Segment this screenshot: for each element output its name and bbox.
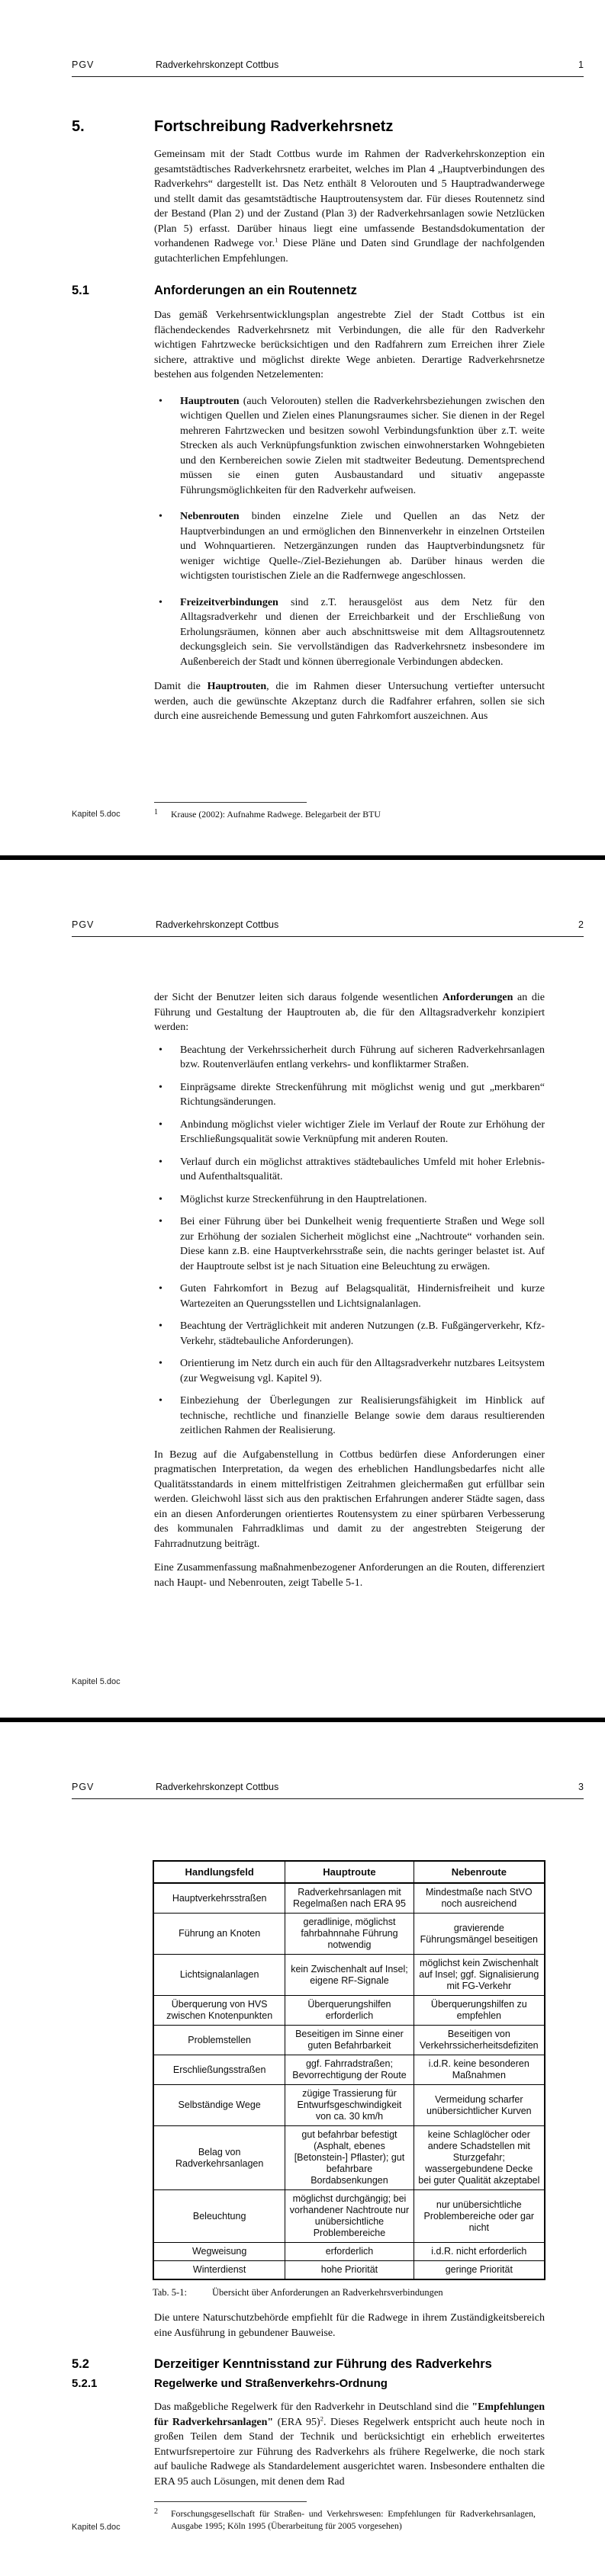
footnote	[154, 2507, 536, 2532]
table-cell: Überquerungshilfen zu empfehlen	[414, 1996, 545, 2026]
text-run: . Dieses Regelwerk entspricht auch heute noch in großen Teilen dem Stand der Technik und berücksichtigt ein erheblich erweitertes Entwurfsrepertoire zur Führung des Radverkehrs als frühere Regelwerke, die noch stark auf bauliche Radwege als Standardelement ausgerichtet waren. Insbesondere enthalten die ERA 95 auch Lösungen, mit denen dem Rad	[154, 2416, 545, 2488]
page-header	[72, 59, 584, 70]
text-run: Beachtung der Verträglichkeit mit anderen Nutzungen (z.B. Fußgängerverkehr, Kfz-Verkehr, städtebauliche Anforderungen).	[180, 1320, 545, 1347]
page-header	[72, 1782, 584, 1792]
page-number: 2	[578, 919, 584, 930]
caption-text: Übersicht über Anforderungen an Radverkehrsverbindungen	[212, 2287, 443, 2298]
paragraph	[154, 308, 545, 383]
table-cell: möglichst durchgängig; bei vorhandener Nachtroute nur unübersichtliche Problembereiche	[285, 2190, 414, 2243]
section-number: 5.2	[72, 2357, 89, 2371]
section-title: Derzeitiger Kenntnisstand zur Führung des Radverkehrs	[154, 2357, 492, 2371]
header-title: Radverkehrskonzept Cottbus	[156, 919, 279, 930]
paragraph	[154, 990, 545, 1035]
requirements-table	[153, 1860, 545, 2280]
table-row	[153, 1883, 545, 1914]
list-item	[154, 394, 545, 499]
text-run: an die Führung und Gestaltung der Hauptrouten ab, die für den Alltagsradverkehr konzipiert werden:	[154, 992, 545, 1033]
table-cell: Überquerung von HVS zwischen Knotenpunkten	[153, 1996, 285, 2026]
table-cell: gut befahrbar befestigt (Asphalt, ebenes [Betonstein-] Pflaster); gut befahrbare Bordabsenkungen	[285, 2126, 414, 2190]
list-item	[154, 509, 545, 584]
text-run: Die untere Naturschutzbehörde empfiehlt für die Radwege in ihrem Zuständigkeitsbereich eine Ausführung in gebundener Bauweise.	[154, 2312, 545, 2339]
document-page-3	[0, 1722, 605, 2576]
text-run: Einprägsame direkte Streckenführung mit möglichst wenig und gut „merkbaren“ Richtungsänderungen.	[180, 1081, 545, 1108]
paragraph	[154, 679, 545, 724]
footnote-separator	[154, 2501, 307, 2502]
table-cell: erforderlich	[285, 2243, 414, 2261]
table-row	[153, 2261, 545, 2280]
bold-text: Anforderungen	[442, 992, 513, 1003]
section-number: 5.2.1	[72, 2377, 98, 2390]
footnote-number: 1	[154, 808, 158, 816]
text-run: , die im Rahmen dieser Untersuchung vertiefter untersucht werden, auch die gewünschte Akzeptanz durch die Radfahrer erfahren, sollen sie sich durch eine ausreichende Bemessung und guten Fahrkomfort auszeichnen. Aus	[154, 681, 545, 722]
footnote-block	[154, 2501, 536, 2532]
list-item	[154, 1214, 545, 1274]
bullet-list	[154, 394, 545, 670]
text-run: Orientierung im Netz durch ein auch für den Alltagsradverkehr nutzbares Leitsystem (zur Wegweisung vgl. Kapitel 9).	[180, 1358, 545, 1384]
bold-text: Hauptrouten	[180, 395, 240, 407]
paragraph	[154, 2400, 545, 2489]
table-row	[153, 1914, 545, 1955]
text-run: Diese Pläne und Daten sind Grundlage der nachfolgenden gutachterlichen Empfehlungen.	[154, 238, 545, 265]
table-cell: kein Zwischenhalt auf Insel; eigene RF-Signale	[285, 1955, 414, 1996]
table-row	[153, 1996, 545, 2026]
table-cell: Beseitigen von Verkehrssicherheitsdefiziten	[414, 2026, 545, 2055]
section-heading-5-1	[72, 284, 584, 298]
list-item	[154, 1043, 545, 1073]
section-title: Anforderungen an ein Routennetz	[154, 284, 357, 297]
text-run: binden einzelne Ziele und Quellen an das Netz der Hauptverbindungen an und ermöglichen den Binnenverkehr in einzelnen Ortsteilen und Wohnquartieren. Netzergänzungen runden das Hauptverbindungsnetz für weniger wichtige Quelle-/Ziel-Beziehungen ab. Darüber hinaus werden die wichtigsten touristischen Ziele an die Radfernwege angeschlossen.	[180, 511, 545, 582]
bold-text: Nebenrouten	[180, 511, 240, 522]
text-run: (ERA 95)	[273, 2416, 320, 2428]
text-run: Möglichst kurze Streckenführung in den Hauptrelationen.	[180, 1193, 427, 1205]
footnote-reference: 2	[320, 2414, 324, 2422]
text-run: Einbeziehung der Überlegungen zur Realisierungsfähigkeit im Hinblick auf technische, rechtliche und finanzielle Belange sowie dem daraus resultierenden zeitlichen Rahmen der Realisierung.	[180, 1395, 545, 1436]
list-item	[154, 1155, 545, 1185]
table-header-cell: Nebenroute	[414, 1861, 545, 1883]
footnote	[154, 808, 536, 820]
header-org: PGV	[72, 59, 95, 70]
header-title: Radverkehrskonzept Cottbus	[156, 59, 279, 70]
bold-text: Freizeitverbindungen	[180, 596, 278, 608]
bold-text: "Empfehlungen für Radverkehrsanlagen"	[154, 2401, 545, 2428]
list-item	[154, 1282, 545, 1311]
table-cell: gravierende Führungsmängel beseitigen	[414, 1914, 545, 1955]
bullet-list	[154, 1043, 545, 1439]
header-org: PGV	[72, 919, 95, 930]
table-header-row	[153, 1861, 545, 1883]
table-row	[153, 1955, 545, 1996]
table-cell: i.d.R. nicht erforderlich	[414, 2243, 545, 2261]
table-cell: i.d.R. keine besonderen Maßnahmen	[414, 2055, 545, 2085]
table-cell: Hauptverkehrsstraßen	[153, 1883, 285, 1914]
text-run: Damit die	[154, 681, 208, 692]
footer-filename: Kapitel 5.doc	[72, 2523, 121, 2532]
list-item	[154, 1356, 545, 1386]
text-run: Gemeinsam mit der Stadt Cottbus wurde im Rahmen der Radverkehrskonzeption ein gesamtstädtisches Radverkehrsnetz erarbeitet, welches im Plan 4 „Hauptverbindungen des Radverkehrs“ dargestellt ist. Das Netz enthält 8 Velorouten und 5 Hauptradwanderwege und stellt damit das gesamtstädtische Hauptroutensystem dar. Für dieses Routennetz sind der Bestand (Plan 2) und der Zustand (Plan 3) der Radverkehrsanlagen sowie Netzlücken (Plan 5) erfasst. Darüber hinaus liegt eine umfassende Bestandsdokumentation der vorhandenen Radwege vor.	[154, 149, 545, 249]
table-cell: Selbständige Wege	[153, 2085, 285, 2126]
bold-text: Hauptrouten	[207, 681, 267, 692]
document-page-2	[0, 860, 605, 1718]
table-cell: Beleuchtung	[153, 2190, 285, 2243]
section-heading-5-2-1	[72, 2377, 584, 2390]
text-run: Verlauf durch ein möglichst attraktives städtebauliches Umfeld mit hoher Erlebnis- und Aufenthaltsqualität.	[180, 1156, 545, 1182]
section-number: 5.1	[72, 284, 89, 297]
table-cell: Vermeidung scharfer unübersichtlicher Kurven	[414, 2085, 545, 2126]
list-item	[154, 1118, 545, 1147]
caption-label: Tab. 5-1:	[153, 2287, 187, 2298]
text-run: Guten Fahrkomfort in Bezug auf Belagsqualität, Hindernisfreiheit und kurze Wartezeiten an Querungsstellen und Lichtsignalanlagen.	[180, 1283, 545, 1310]
table-cell: geradlinige, möglichst fahrbahnnahe Führung notwendig	[285, 1914, 414, 1955]
table-row	[153, 2055, 545, 2085]
footnote-text: Krause (2002): Aufnahme Radwege. Belegarbeit der BTU	[171, 809, 381, 820]
table-header-cell: Hauptroute	[285, 1861, 414, 1883]
table-cell: Beseitigen im Sinne einer guten Befahrbarkeit	[285, 2026, 414, 2055]
table-cell: Überquerungshilfen erforderlich	[285, 1996, 414, 2026]
footer-filename: Kapitel 5.doc	[72, 1677, 121, 1686]
header-title: Radverkehrskonzept Cottbus	[156, 1782, 279, 1792]
table-cell: Wegweisung	[153, 2243, 285, 2261]
section-title: Regelwerke und Straßenverkehrs-Ordnung	[154, 2377, 388, 2390]
table-cell: zügige Trassierung für Entwurfsgeschwindigkeit von ca. 30 km/h	[285, 2085, 414, 2126]
list-item	[154, 1394, 545, 1439]
section-heading-5-2	[72, 2357, 584, 2372]
section-number: 5.	[72, 118, 85, 135]
table-row	[153, 2190, 545, 2243]
table-cell: Problemstellen	[153, 2026, 285, 2055]
table-header-cell: Handlungsfeld	[153, 1861, 285, 1883]
table-cell: geringe Priorität	[414, 2261, 545, 2280]
table-caption	[153, 2287, 584, 2299]
list-item	[154, 1319, 545, 1349]
table-row	[153, 2243, 545, 2261]
footnote-text: Forschungsgesellschaft für Straßen- und Verkehrswesen: Empfehlungen für Radverkehrsanlagen, Ausgabe 1995; Köln 1995 (Überarbeitung für 2005 vorgesehen)	[171, 2508, 536, 2531]
text-run: sind z.T. herausgelöst aus dem Netz für den Alltagsradverkehr und dienen der Erreichbarkeit und der Erschließung von Erholungsräumen, können aber auch abschnittsweise mit dem Alltagsroutennetz deckungsgleich sein. Sie vervollständigen das Radverkehrsnetz insbesondere im Außenbereich der Stadt und können überregionale Verbindungen abdecken.	[180, 596, 545, 668]
table-cell: hohe Priorität	[285, 2261, 414, 2280]
table-cell: Führung an Knoten	[153, 1914, 285, 1955]
table-row	[153, 2126, 545, 2190]
table-cell: möglichst kein Zwischenhalt auf Insel; ggf. Signalisierung mit FG-Verkehr	[414, 1955, 545, 1996]
text-run: Bei einer Führung über bei Dunkelheit wenig frequentierte Straßen und Wege soll zur Erhöhung der sozialen Sicherheit möglichst eine „Nachtroute“ vorhanden sein. Diese kann z.B. eine Hauptverkehrsstraße sein, die nachts geringer belastet ist. Auf der Hauptroute selbst ist je nach Situation eine Beleuchtung zu erwägen.	[180, 1216, 545, 1272]
table-cell: Erschließungsstraßen	[153, 2055, 285, 2085]
table-row	[153, 2026, 545, 2055]
table-cell: Radverkehrsanlagen mit Regelmaßen nach ERA 95	[285, 1883, 414, 1914]
table-cell: ggf. Fahrradstraßen; Bevorrechtigung der Route	[285, 2055, 414, 2085]
footnote-separator	[154, 802, 307, 803]
footnote-reference: 1	[275, 236, 278, 244]
text-run: Das gemäß Verkehrsentwicklungsplan angestrebte Ziel der Stadt Cottbus ist ein flächendeckendes Radverkehrsnetz mit Verbindungen, die alle für den Radverkehr wichtigen Fahrtzwecke berücksichtigen und den Radfahrern zum Erreichen ihrer Ziele sichere, attraktive und möglichst direkte Wege anbieten. Derartige Radverkehrsnetze bestehen aus folgenden Netzelementen:	[154, 310, 545, 380]
table-cell: Mindestmaße nach StVO noch ausreichend	[414, 1883, 545, 1914]
text-run: der Sicht der Benutzer leiten sich daraus folgende wesentlichen	[154, 992, 442, 1003]
text-run: Beachtung der Verkehrssicherheit durch Führung auf sicheren Radverkehrsanlagen bzw. Routenverläufen entlang verkehrs- und konfliktarmer Straßen.	[180, 1044, 545, 1070]
table-cell: Belag von Radverkehrsanlagen	[153, 2126, 285, 2190]
paragraph	[154, 1448, 545, 1552]
table-cell: Winterdienst	[153, 2261, 285, 2280]
footnote-block	[154, 802, 536, 820]
text-run: In Bezug auf die Aufgabenstellung in Cottbus bedürfen diese Anforderungen einer pragmatischen Interpretation, da wegen des erheblichen Handlungsbedarfes nicht alle Qualitätsstandards in einem mittelfristigen Zeitrahmen gleichermaßen gut erfüllbar sein werden. Gleichwohl lässt sich aus den praktischen Erfahrungen anderer Städte sagen, dass ein an diesen Anforderungen orientiertes Routensystem zu einer spürbaren Verbesserung des kommunalen Fahrradklimas und damit zu der angestrebten Steigerung der Fahrradnutzung beiträgt.	[154, 1448, 545, 1550]
paragraph	[154, 1561, 545, 1590]
table-cell: nur unübersichtliche Problembereiche oder gar nicht	[414, 2190, 545, 2243]
text-run: Eine Zusammenfassung maßnahmenbezogener Anforderungen an die Routen, differenziert nach Haupt- und Nebenrouten, zeigt Tabelle 5-1.	[154, 1562, 545, 1589]
paragraph	[154, 2311, 545, 2340]
table-cell: keine Schlaglöcher oder andere Schadstellen mit Sturzgefahr; wassergebundene Decke bei guter Qualität akzeptabel	[414, 2126, 545, 2190]
footer-filename: Kapitel 5.doc	[72, 810, 121, 819]
text-run: Das maßgebliche Regelwerk für den Radverkehr in Deutschland sind die	[154, 2401, 472, 2413]
paragraph	[154, 147, 545, 266]
page-header	[72, 919, 584, 930]
list-item	[154, 595, 545, 670]
page-number: 3	[578, 1782, 584, 1792]
section-heading-5	[72, 118, 584, 136]
text-run: Anbindung möglichst vieler wichtiger Ziele im Verlauf der Route zur Erhöhung der Erschließungsqualität sowie Verknüpfung mit anderen Routen.	[180, 1118, 545, 1145]
page-number: 1	[578, 59, 584, 70]
list-item	[154, 1080, 545, 1110]
header-org: PGV	[72, 1782, 95, 1792]
text-run: (auch Velorouten) stellen die Radverkehrsbeziehungen zwischen den wichtigen Quellen und Zielen eines Planungsraumes sicher. Sie dienen in der Regel mehreren Fahrtzwecken und besitzen sowohl Verbindungsfunktion über z.T. weite Strecken als auch Verknüpfungsfunktion zwischen einwohnerstarken Wohngebieten und den Kernbereichen sowie Zielen mit stadtweiter Bedeutung. Dementsprechend müssen sie einen guten Ausbaustandard und situativ angepasste Führungsmöglichkeiten für den Radverkehr aufweisen.	[180, 395, 545, 496]
section-title: Fortschreibung Radverkehrsnetz	[154, 118, 394, 135]
table-row	[153, 2085, 545, 2126]
footnote-number: 2	[154, 2507, 158, 2516]
list-item	[154, 1192, 545, 1208]
table-cell: Lichtsignalanlagen	[153, 1955, 285, 1996]
document-page-1	[0, 0, 605, 855]
